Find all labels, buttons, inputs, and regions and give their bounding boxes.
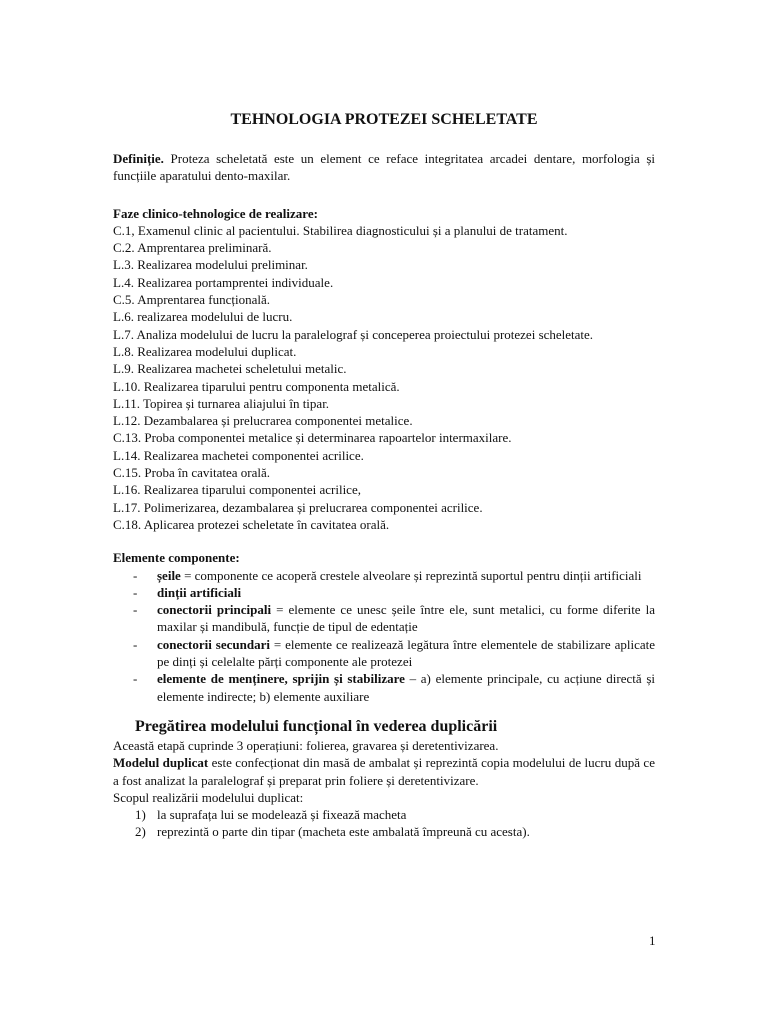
item-number: 1) bbox=[135, 807, 146, 823]
page-number: 1 bbox=[649, 933, 656, 948]
component-text: – a) elemente principale, cu acțiune directă și elemente indirecte; b) elemente auxiliare bbox=[157, 671, 656, 704]
phase-item: C.15. Proba în cavitatea orală. bbox=[113, 465, 271, 481]
component-term: șeile bbox=[157, 567, 181, 583]
phase-item: L.4. Realizarea portamprentei individuale. bbox=[113, 274, 334, 290]
phase-item: L.3. Realizarea modelului preliminar. bbox=[113, 257, 308, 273]
phase-item: L.6. realizarea modelului de lucru. bbox=[113, 309, 293, 325]
phase-item: L.10. Realizarea tiparului pentru componenta metalică. bbox=[113, 378, 400, 394]
phase-item: L.7. Analiza modelului de lucru la paralelograf și conceperea proiectului protezei scheletate. bbox=[113, 326, 594, 342]
document-title: TEHNOLOGIA PROTEZEI SCHELETATE bbox=[230, 111, 538, 128]
item-number: 2) bbox=[135, 824, 146, 840]
component-item bbox=[113, 584, 655, 601]
definition-paragraph bbox=[113, 150, 655, 185]
purpose-item bbox=[113, 823, 655, 840]
component-term: conectorii principali bbox=[157, 602, 272, 618]
dash-bullet: - bbox=[133, 671, 138, 687]
phases-list bbox=[113, 222, 655, 533]
phase-item: L.14. Realizarea machetei componentei acrilice. bbox=[113, 447, 364, 463]
purpose-text: la suprafața lui se modelează și fixează macheta bbox=[157, 807, 407, 823]
page-content bbox=[113, 110, 655, 841]
dash-bullet: - bbox=[133, 567, 138, 583]
phase-item: C.2. Amprentarea preliminară. bbox=[113, 240, 272, 256]
phase-item: L.17. Polimerizarea, dezambalarea și prelucrarea componentei acrilice. bbox=[113, 499, 483, 515]
component-term: conectorii secundari bbox=[157, 636, 270, 652]
duplicate-model-term: Modelul duplicat bbox=[113, 755, 209, 771]
phase-item: C.18. Aplicarea protezei scheletate în cavitatea orală. bbox=[113, 516, 390, 532]
section-intro: Această etapă cuprinde 3 operațiuni: folierea, gravarea și deretentivizarea. bbox=[113, 737, 499, 753]
phase-item: C.1, Examenul clinic al pacientului. Stabilirea diagnosticului și a planului de tratament. bbox=[113, 222, 568, 238]
component-item bbox=[113, 670, 655, 705]
dash-bullet: - bbox=[133, 636, 138, 652]
component-term: elemente de menținere, sprijin și stabilizare bbox=[157, 671, 405, 687]
purpose-heading: Scopul realizării modelului duplicat: bbox=[113, 789, 304, 805]
definition-lead: Definiție. bbox=[113, 151, 164, 166]
duplicate-model-paragraph bbox=[113, 754, 655, 789]
component-item bbox=[113, 636, 655, 671]
purpose-item bbox=[113, 806, 655, 823]
phase-item: L.16. Realizarea tiparului componentei acrilice, bbox=[113, 482, 361, 498]
purpose-list bbox=[113, 806, 655, 841]
dash-bullet: - bbox=[133, 584, 138, 600]
phase-item: C.5. Amprentarea funcțională. bbox=[113, 292, 271, 308]
phase-item: C.13. Proba componentei metalice și determinarea rapoartelor intermaxilare. bbox=[113, 430, 512, 446]
components-heading: Elemente componente: bbox=[113, 550, 240, 566]
duplicate-model-text: este confecționat din masă de ambalat și reprezintă copia modelului de lucru după ce a fost analizat la paralelograf și preparat prin foliere și deretentivizare. bbox=[113, 755, 655, 788]
components-list bbox=[113, 567, 655, 705]
component-text: = elemente ce realizează legătura între elementele de stabilizare aplicate pe dinți și celelalte părți componente ale protezei bbox=[157, 636, 655, 670]
component-item bbox=[113, 601, 655, 636]
phase-item: L.9. Realizarea machetei scheletului metalic. bbox=[113, 361, 347, 377]
phase-item: L.8. Realizarea modelului duplicat. bbox=[113, 343, 297, 359]
phases-heading: Faze clinico-tehnologice de realizare: bbox=[113, 205, 318, 221]
component-text: = elemente ce unesc șeile între ele, sunt metalici, cu forme diferite la maxilar și mandibulă, funcție de tipul de edentație bbox=[157, 602, 655, 635]
section-heading: Pregătirea modelului funcțional în vederea duplicării bbox=[135, 717, 498, 735]
definition-text: Proteza scheletată este un element ce reface integritatea arcadei dentare, morfologia și funcțiile aparatului dento-maxilar. bbox=[113, 151, 655, 184]
dash-bullet: - bbox=[133, 602, 138, 618]
component-text: = componente ce acoperă crestele alveolare și reprezintă suportul pentru dinții artificiali bbox=[180, 567, 642, 583]
phase-item: L.12. Dezambalarea și prelucrarea componentei metalice. bbox=[113, 413, 413, 429]
purpose-text: reprezintă o parte din tipar (macheta este ambalată împreună cu acesta). bbox=[157, 824, 530, 840]
component-term: dinții artificiali bbox=[157, 584, 242, 600]
component-item bbox=[113, 567, 655, 584]
phase-item: L.11. Topirea și turnarea aliajului în tipar. bbox=[113, 395, 330, 411]
